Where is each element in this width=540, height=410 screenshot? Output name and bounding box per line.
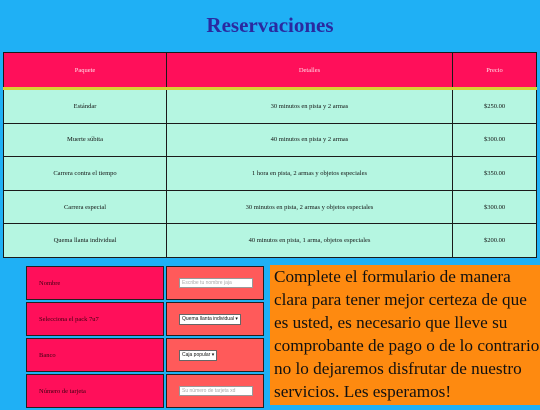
reservation-form	[24, 264, 266, 410]
chevron-down-icon: ▾	[211, 351, 215, 358]
cell-precio: $250.00	[453, 89, 537, 124]
table-row	[4, 190, 537, 224]
form-row-banco	[26, 338, 264, 372]
cell-precio: $300.00	[453, 123, 537, 157]
reservations-table	[3, 52, 537, 258]
form-row-tarjeta	[26, 374, 264, 408]
cell-precio: $300.00	[453, 190, 537, 224]
cell-paquete: Quema llanta individual	[4, 224, 167, 258]
banco-select-value: Caja popular	[182, 351, 211, 358]
header-paquete: Paquete	[4, 53, 167, 89]
cell-precio: $350.00	[453, 157, 537, 191]
cell-paquete: Carrera contra el tiempo	[4, 157, 167, 191]
tarjeta-input[interactable]: Su número de tarjeta xd	[179, 386, 253, 396]
header-precio: Precio	[453, 53, 537, 89]
nombre-label: Nombre	[26, 266, 164, 300]
tarjeta-label: Número de tarjeta	[26, 374, 164, 408]
cell-paquete: Estándar	[4, 89, 167, 124]
table-row	[4, 157, 537, 191]
cell-detalles: 30 minutos en pista y 2 armas	[167, 89, 453, 124]
table-header-row	[4, 53, 537, 89]
banco-label: Banco	[26, 338, 164, 372]
cell-detalles: 30 minutos en pista, 2 armas y objetos especiales	[167, 190, 453, 224]
banco-select[interactable]	[179, 350, 217, 361]
table-row	[4, 224, 537, 258]
chevron-down-icon: ▾	[235, 315, 238, 322]
form-row-pack	[26, 302, 264, 336]
form-row-nombre	[26, 266, 264, 300]
instructions-note: Complete el formulario de manera clara para tener mejor certeza de que es usted, es necesario que lleve su comprobante de pago o de lo contrario no lo dejaremos disfrutar de nuestro servicios. Les esperamos!	[270, 265, 540, 405]
table-row	[4, 89, 537, 124]
table-row	[4, 123, 537, 157]
cell-detalles: 40 minutos en pista, 1 arma, objetos especiales	[167, 224, 453, 258]
cell-precio: $200.00	[453, 224, 537, 258]
cell-paquete: Muerte súbita	[4, 123, 167, 157]
pack-select[interactable]	[179, 314, 241, 325]
pack-label: Selecciona el pack 7u7	[26, 302, 164, 336]
cell-detalles: 1 hora en pista, 2 armas y objetos especiales	[167, 157, 453, 191]
page-title: Reservaciones	[206, 13, 334, 37]
cell-paquete: Carrera especial	[4, 190, 167, 224]
header-detalles: Detalles	[167, 53, 453, 89]
nombre-input[interactable]: Escribe tu nombre jaja	[179, 278, 253, 288]
cell-detalles: 40 minutos en pista y 2 armas	[167, 123, 453, 157]
pack-select-value: Quema llanta individual	[182, 315, 234, 322]
